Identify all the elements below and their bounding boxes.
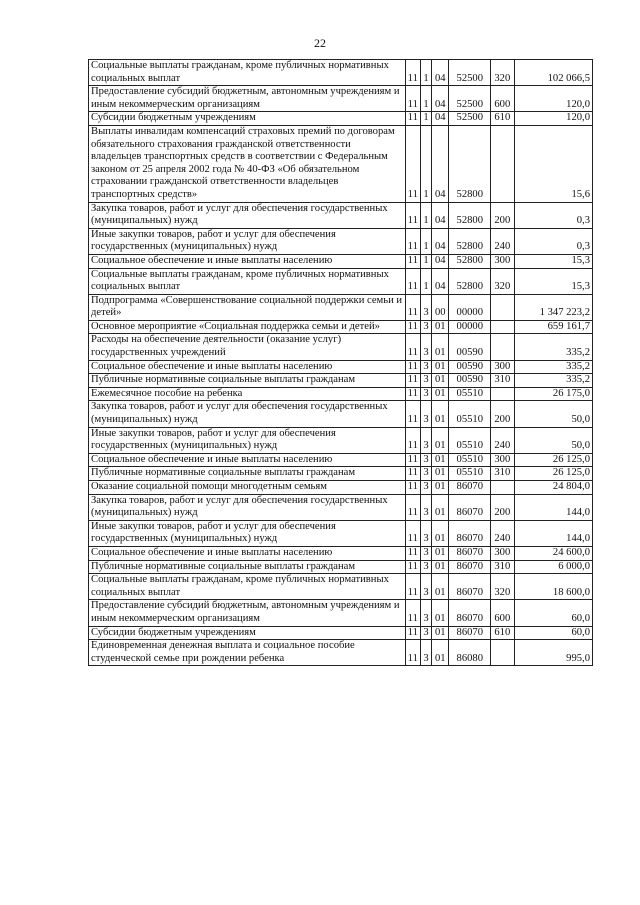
- code-program-cell: 11: [405, 560, 420, 574]
- code-program-cell: 11: [405, 467, 420, 481]
- expense-type-cell: [491, 387, 514, 401]
- code-subprogram-cell: 3: [420, 520, 431, 546]
- table-row: [89, 254, 593, 268]
- row-name-cell: Социальные выплаты гражданам, кроме публичных нормативных социальных выплат: [89, 574, 406, 600]
- code-subprogram-cell: 1: [420, 268, 431, 294]
- code-direction-cell: 52500: [449, 60, 491, 86]
- expense-type-cell: [491, 640, 514, 666]
- amount-cell: 144,0: [514, 494, 592, 520]
- code-program-cell: 11: [405, 228, 420, 254]
- expense-type-cell: [491, 125, 514, 202]
- table-row: [89, 574, 593, 600]
- amount-cell: 1 347 223,2: [514, 294, 592, 320]
- row-name-cell: Социальное обеспечение и иные выплаты населению: [89, 360, 406, 374]
- amount-cell: 24 804,0: [514, 481, 592, 495]
- code-program-cell: 11: [405, 453, 420, 467]
- code-program-cell: 11: [405, 360, 420, 374]
- code-event-cell: 04: [432, 254, 449, 268]
- expense-type-cell: 600: [491, 600, 514, 626]
- code-event-cell: 01: [432, 520, 449, 546]
- code-direction-cell: 00590: [449, 360, 491, 374]
- code-event-cell: 04: [432, 202, 449, 228]
- expense-type-cell: 320: [491, 268, 514, 294]
- code-direction-cell: 86070: [449, 546, 491, 560]
- code-event-cell: 01: [432, 640, 449, 666]
- expense-type-cell: 300: [491, 360, 514, 374]
- code-event-cell: 01: [432, 374, 449, 388]
- code-event-cell: 01: [432, 546, 449, 560]
- code-subprogram-cell: 3: [420, 360, 431, 374]
- table-row: [89, 202, 593, 228]
- page-number: 22: [314, 36, 326, 50]
- budget-table: [88, 59, 593, 666]
- table-row: [89, 374, 593, 388]
- expense-type-cell: 200: [491, 494, 514, 520]
- code-direction-cell: 05510: [449, 467, 491, 481]
- expense-type-cell: 200: [491, 202, 514, 228]
- row-name-cell: Социальные выплаты гражданам, кроме публичных нормативных социальных выплат: [89, 60, 406, 86]
- code-program-cell: 11: [405, 294, 420, 320]
- code-direction-cell: 52500: [449, 86, 491, 112]
- code-subprogram-cell: 3: [420, 600, 431, 626]
- code-subprogram-cell: 1: [420, 202, 431, 228]
- code-direction-cell: 86070: [449, 481, 491, 495]
- expense-type-cell: [491, 294, 514, 320]
- table-row: [89, 520, 593, 546]
- expense-type-cell: 310: [491, 560, 514, 574]
- expense-type-cell: 310: [491, 374, 514, 388]
- table-row: [89, 427, 593, 453]
- row-name-cell: Ежемесячное пособие на ребенка: [89, 387, 406, 401]
- code-subprogram-cell: 3: [420, 640, 431, 666]
- code-event-cell: 01: [432, 360, 449, 374]
- code-subprogram-cell: 3: [420, 467, 431, 481]
- code-subprogram-cell: 1: [420, 254, 431, 268]
- expense-type-cell: 240: [491, 228, 514, 254]
- table-row: [89, 320, 593, 334]
- expense-type-cell: 300: [491, 453, 514, 467]
- amount-cell: 0,3: [514, 202, 592, 228]
- expense-type-cell: 320: [491, 574, 514, 600]
- expense-type-cell: 600: [491, 86, 514, 112]
- code-program-cell: 11: [405, 427, 420, 453]
- row-name-cell: Иные закупки товаров, работ и услуг для обеспечения государственных (муниципальных) нужд: [89, 520, 406, 546]
- code-event-cell: 01: [432, 467, 449, 481]
- code-event-cell: 01: [432, 401, 449, 427]
- table-row: [89, 334, 593, 360]
- code-direction-cell: 00590: [449, 334, 491, 360]
- row-name-cell: Подпрограмма «Совершенствование социальной поддержки семьи и детей»: [89, 294, 406, 320]
- code-subprogram-cell: 1: [420, 60, 431, 86]
- code-event-cell: 01: [432, 427, 449, 453]
- amount-cell: 335,2: [514, 334, 592, 360]
- code-event-cell: 04: [432, 86, 449, 112]
- row-name-cell: Основное мероприятие «Социальная поддержка семьи и детей»: [89, 320, 406, 334]
- code-program-cell: 11: [405, 374, 420, 388]
- row-name-cell: Закупка товаров, работ и услуг для обеспечения государственных (муниципальных) нужд: [89, 494, 406, 520]
- amount-cell: 24 600,0: [514, 546, 592, 560]
- amount-cell: 995,0: [514, 640, 592, 666]
- code-event-cell: 04: [432, 60, 449, 86]
- code-direction-cell: 52800: [449, 202, 491, 228]
- code-event-cell: 01: [432, 481, 449, 495]
- expense-type-cell: 320: [491, 60, 514, 86]
- code-program-cell: 11: [405, 574, 420, 600]
- table-row: [89, 600, 593, 626]
- row-name-cell: Расходы на обеспечение деятельности (оказание услуг) государственных учреждений: [89, 334, 406, 360]
- table-row: [89, 401, 593, 427]
- code-direction-cell: 05510: [449, 387, 491, 401]
- code-program-cell: 11: [405, 481, 420, 495]
- table-row: [89, 112, 593, 126]
- code-subprogram-cell: 3: [420, 546, 431, 560]
- amount-cell: 335,2: [514, 374, 592, 388]
- table-row: [89, 560, 593, 574]
- code-direction-cell: 86070: [449, 574, 491, 600]
- table-row: [89, 546, 593, 560]
- amount-cell: 26 125,0: [514, 467, 592, 481]
- code-direction-cell: 86070: [449, 520, 491, 546]
- code-event-cell: 01: [432, 453, 449, 467]
- code-program-cell: 11: [405, 640, 420, 666]
- amount-cell: 15,6: [514, 125, 592, 202]
- code-program-cell: 11: [405, 125, 420, 202]
- expense-type-cell: 300: [491, 254, 514, 268]
- code-event-cell: 01: [432, 334, 449, 360]
- code-subprogram-cell: 3: [420, 334, 431, 360]
- amount-cell: 26 125,0: [514, 453, 592, 467]
- row-name-cell: Публичные нормативные социальные выплаты гражданам: [89, 560, 406, 574]
- row-name-cell: Публичные нормативные социальные выплаты гражданам: [89, 374, 406, 388]
- code-event-cell: 04: [432, 112, 449, 126]
- row-name-cell: Предоставление субсидий бюджетным, автономным учреждениям и иным некоммерческим организациям: [89, 86, 406, 112]
- code-event-cell: 04: [432, 228, 449, 254]
- code-direction-cell: 05510: [449, 401, 491, 427]
- amount-cell: 120,0: [514, 112, 592, 126]
- code-event-cell: 01: [432, 560, 449, 574]
- code-direction-cell: 86070: [449, 626, 491, 640]
- amount-cell: 26 175,0: [514, 387, 592, 401]
- row-name-cell: Закупка товаров, работ и услуг для обеспечения государственных (муниципальных) нужд: [89, 202, 406, 228]
- amount-cell: 0,3: [514, 228, 592, 254]
- row-name-cell: Социальное обеспечение и иные выплаты населению: [89, 453, 406, 467]
- expense-type-cell: 300: [491, 546, 514, 560]
- code-direction-cell: 05510: [449, 427, 491, 453]
- amount-cell: 335,2: [514, 360, 592, 374]
- row-name-cell: Публичные нормативные социальные выплаты гражданам: [89, 467, 406, 481]
- code-program-cell: 11: [405, 626, 420, 640]
- row-name-cell: Субсидии бюджетным учреждениям: [89, 112, 406, 126]
- code-event-cell: 01: [432, 494, 449, 520]
- code-direction-cell: 00000: [449, 320, 491, 334]
- code-subprogram-cell: 3: [420, 374, 431, 388]
- table-row: [89, 60, 593, 86]
- code-subprogram-cell: 3: [420, 320, 431, 334]
- code-event-cell: 04: [432, 268, 449, 294]
- code-program-cell: 11: [405, 546, 420, 560]
- table-row: [89, 268, 593, 294]
- code-program-cell: 11: [405, 86, 420, 112]
- table-row: [89, 467, 593, 481]
- code-program-cell: 11: [405, 600, 420, 626]
- code-program-cell: 11: [405, 401, 420, 427]
- row-name-cell: Предоставление субсидий бюджетным, автономным учреждениям и иным некоммерческим организациям: [89, 600, 406, 626]
- code-subprogram-cell: 3: [420, 387, 431, 401]
- amount-cell: 50,0: [514, 427, 592, 453]
- code-direction-cell: 52800: [449, 125, 491, 202]
- code-subprogram-cell: 1: [420, 125, 431, 202]
- code-subprogram-cell: 3: [420, 453, 431, 467]
- code-subprogram-cell: 3: [420, 294, 431, 320]
- code-event-cell: 01: [432, 626, 449, 640]
- table-row: [89, 481, 593, 495]
- amount-cell: 120,0: [514, 86, 592, 112]
- row-name-cell: Иные закупки товаров, работ и услуг для обеспечения государственных (муниципальных) нужд: [89, 427, 406, 453]
- amount-cell: 50,0: [514, 401, 592, 427]
- amount-cell: 6 000,0: [514, 560, 592, 574]
- expense-type-cell: [491, 320, 514, 334]
- row-name-cell: Оказание социальной помощи многодетным семьям: [89, 481, 406, 495]
- code-event-cell: 01: [432, 574, 449, 600]
- code-subprogram-cell: 3: [420, 626, 431, 640]
- code-direction-cell: 52800: [449, 268, 491, 294]
- code-event-cell: 01: [432, 320, 449, 334]
- code-subprogram-cell: 3: [420, 401, 431, 427]
- expense-type-cell: 610: [491, 112, 514, 126]
- table-row: [89, 494, 593, 520]
- code-program-cell: 11: [405, 387, 420, 401]
- code-subprogram-cell: 1: [420, 228, 431, 254]
- table-row: [89, 360, 593, 374]
- code-program-cell: 11: [405, 520, 420, 546]
- code-program-cell: 11: [405, 60, 420, 86]
- code-program-cell: 11: [405, 254, 420, 268]
- code-event-cell: 04: [432, 125, 449, 202]
- expense-type-cell: 200: [491, 401, 514, 427]
- code-direction-cell: 86070: [449, 600, 491, 626]
- code-direction-cell: 00590: [449, 374, 491, 388]
- table-row: [89, 294, 593, 320]
- code-subprogram-cell: 1: [420, 86, 431, 112]
- amount-cell: 102 066,5: [514, 60, 592, 86]
- row-name-cell: Выплаты инвалидам компенсаций страховых премий по договорам обязательного страхования гражданской ответственности владельцев транспортных средств в соответствии с Федеральным законом от 25 апреля 2002 года № 40-ФЗ «Об обязательном страховании гражданской ответственности владельцев транспортных средств»: [89, 125, 406, 202]
- code-direction-cell: 52800: [449, 228, 491, 254]
- code-direction-cell: 86070: [449, 560, 491, 574]
- amount-cell: 15,3: [514, 268, 592, 294]
- amount-cell: 144,0: [514, 520, 592, 546]
- table-row: [89, 86, 593, 112]
- table-row: [89, 626, 593, 640]
- code-subprogram-cell: 3: [420, 427, 431, 453]
- code-event-cell: 01: [432, 600, 449, 626]
- code-direction-cell: 52500: [449, 112, 491, 126]
- code-program-cell: 11: [405, 202, 420, 228]
- row-name-cell: Единовременная денежная выплата и социальное пособие студенческой семье при рождении ребенка: [89, 640, 406, 666]
- expense-type-cell: [491, 481, 514, 495]
- expense-type-cell: 240: [491, 520, 514, 546]
- amount-cell: 18 600,0: [514, 574, 592, 600]
- expense-type-cell: 240: [491, 427, 514, 453]
- expense-type-cell: 610: [491, 626, 514, 640]
- amount-cell: 659 161,7: [514, 320, 592, 334]
- code-subprogram-cell: 3: [420, 494, 431, 520]
- code-direction-cell: 86070: [449, 494, 491, 520]
- table-row: [89, 640, 593, 666]
- amount-cell: 15,3: [514, 254, 592, 268]
- row-name-cell: Иные закупки товаров, работ и услуг для обеспечения государственных (муниципальных) нужд: [89, 228, 406, 254]
- row-name-cell: Субсидии бюджетным учреждениям: [89, 626, 406, 640]
- row-name-cell: Закупка товаров, работ и услуг для обеспечения государственных (муниципальных) нужд: [89, 401, 406, 427]
- code-direction-cell: 00000: [449, 294, 491, 320]
- code-direction-cell: 86080: [449, 640, 491, 666]
- row-name-cell: Социальное обеспечение и иные выплаты населению: [89, 254, 406, 268]
- code-subprogram-cell: 3: [420, 574, 431, 600]
- code-program-cell: 11: [405, 334, 420, 360]
- code-subprogram-cell: 3: [420, 560, 431, 574]
- row-name-cell: Социальное обеспечение и иные выплаты населению: [89, 546, 406, 560]
- code-direction-cell: 52800: [449, 254, 491, 268]
- row-name-cell: Социальные выплаты гражданам, кроме публичных нормативных социальных выплат: [89, 268, 406, 294]
- table-row: [89, 228, 593, 254]
- code-subprogram-cell: 1: [420, 112, 431, 126]
- table-row: [89, 387, 593, 401]
- code-direction-cell: 05510: [449, 453, 491, 467]
- code-program-cell: 11: [405, 494, 420, 520]
- budget-table-body: [89, 60, 593, 666]
- code-event-cell: 01: [432, 387, 449, 401]
- expense-type-cell: [491, 334, 514, 360]
- table-row: [89, 453, 593, 467]
- code-program-cell: 11: [405, 112, 420, 126]
- code-program-cell: 11: [405, 320, 420, 334]
- amount-cell: 60,0: [514, 600, 592, 626]
- expense-type-cell: 310: [491, 467, 514, 481]
- table-row: [89, 125, 593, 202]
- code-event-cell: 00: [432, 294, 449, 320]
- code-program-cell: 11: [405, 268, 420, 294]
- code-subprogram-cell: 3: [420, 481, 431, 495]
- amount-cell: 60,0: [514, 626, 592, 640]
